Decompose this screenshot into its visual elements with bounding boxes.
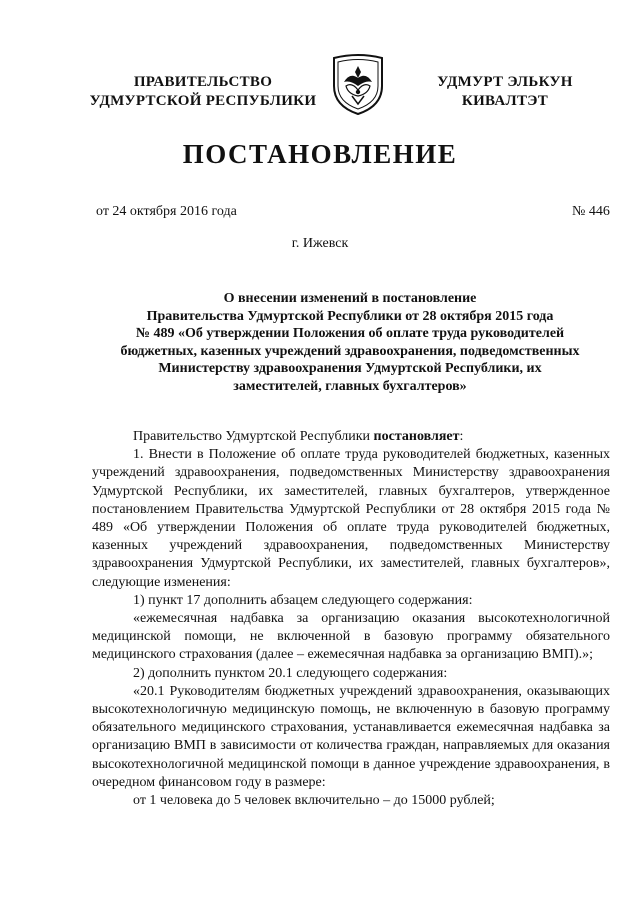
header-left-line2: УДМУРТСКОЙ РЕСПУБЛИКИ [89, 93, 317, 109]
header-left-line1: ПРАВИТЕЛЬСТВО [133, 74, 273, 90]
body-paragraph-4: 2) дополнить пунктом 20.1 следующего содержания: [133, 665, 448, 681]
intro-bold: постановляет [373, 429, 460, 444]
body-paragraph-1: 1. Внести в Положение об оплате труда руководителей бюджетных, казенных учреждений здравоохранения, подведомственных Министерству здравоохранения Удмуртской Республики, их заместителей, главных бухгалтеров, утвержденное постановлением Правительства Удмуртской Республики от 28 октября 2015 года № 489 «Об утверждении Положения об оплате труда руководителей бюджетных, казенных учреждений здравоохранения, подведомственных Министерству здравоохранения Удмуртской Республики, их заместителей, главных бухгалтеров», следующие изменения: [92, 447, 610, 590]
body-paragraph-5: «20.1 Руководителям бюджетных учреждений здравоохранения, оказывающих высокотехнологичную медицинскую помощь, не включенную в базовую программу обязательного медицинского страхования, устанавливается ежемесячная надбавка за организацию ВМП в зависимости от количества граждан, направляемых для оказания высокотехнологичной медицинской помощи в данное учреждение здравоохранения, в очередном финансовом году в размере: [92, 683, 610, 790]
document-date: от 24 октября 2016 года [96, 204, 237, 219]
document-title: ПОСТАНОВЛЕНИЕ [182, 139, 458, 169]
subject-line: бюджетных, казенных учреждений здравоохранения, подведомственных [120, 343, 580, 359]
subject-line: Правительства Удмуртской Республики от 28 октября 2015 года [146, 308, 554, 324]
header-right-line1: УДМУРТ ЭЛЬКУН [437, 74, 573, 90]
intro-text: Правительство Удмуртской Республики [133, 429, 374, 444]
subject-line: О внесении изменений в постановление [223, 291, 477, 306]
subject-line: № 489 «Об утверждении Положения об оплате труда руководителей [135, 326, 565, 341]
body-paragraph-6: от 1 человека до 5 человек включительно – до 15000 рублей; [133, 793, 495, 809]
subject-line: Министерству здравоохранения Удмуртской Республики, их [158, 361, 542, 376]
document-city: г. Ижевск [291, 236, 349, 251]
document-number: № 446 [572, 204, 610, 219]
header-left [78, 73, 328, 111]
header-right [430, 73, 580, 111]
body-paragraph-2: 1) пункт 17 дополнить абзацем следующего содержания: [133, 592, 473, 608]
header-right-line2: КИВАЛТЭТ [461, 93, 549, 109]
intro-end: : [459, 429, 464, 444]
coat-of-arms-icon [330, 52, 386, 116]
body-paragraph-3: «ежемесячная надбавка за организацию оказания высокотехнологичной медицинской помощи, не включенной в базовую программу обязательного медицинского страхования (далее – ежемесячная надбавка за организацию ВМП).»; [92, 611, 610, 663]
body-intro [92, 428, 610, 446]
document-subject [80, 290, 620, 395]
document-body [92, 428, 610, 810]
subject-line: заместителей, главных бухгалтеров» [233, 378, 467, 394]
